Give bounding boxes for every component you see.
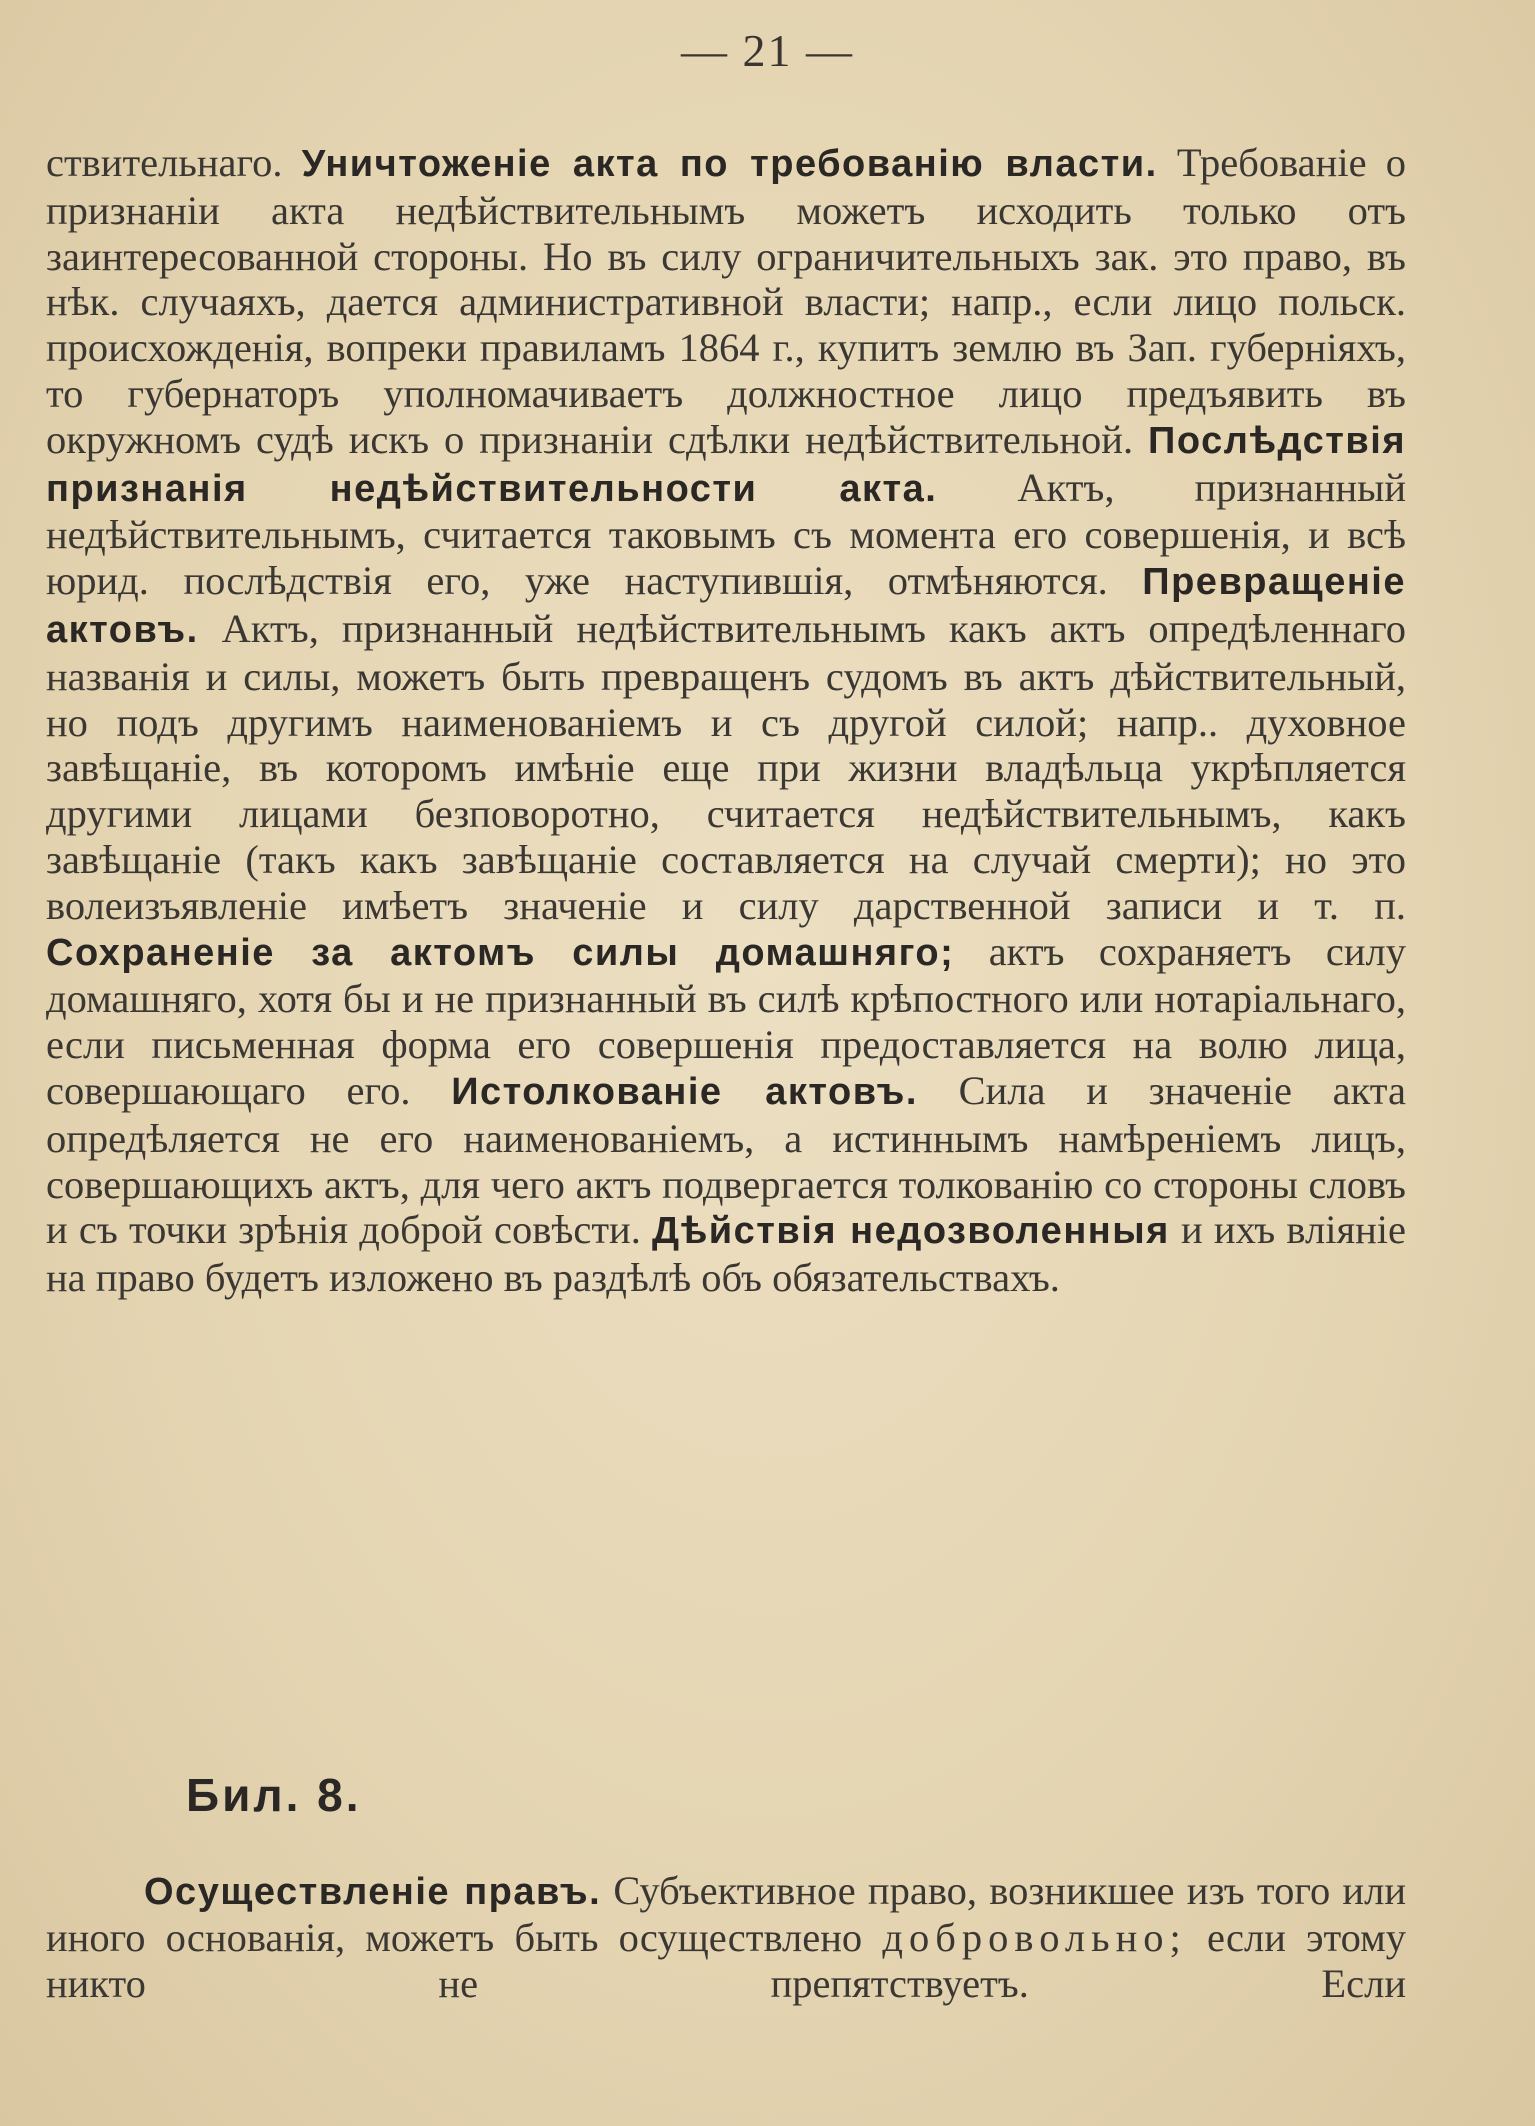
paragraph [46,140,1406,1301]
text-run: актъ сохраняетъ силу домашняго, хотя бы и не признанный въ силѣ крѣпостного или нотаріальнаго, если письменная форма его совершенія предоставляется на волю лица, совершающаго его. [46,928,1407,1113]
text-run: Сила и значеніе акта опредѣляется не его наименованіемъ, а истиннымъ намѣреніемъ лицъ, совершающихъ актъ, для чего актъ подвергается толкованію со стороны словъ и съ точки зрѣнія доброй совѣсти. [46,1067,1406,1253]
body-text [46,140,1406,1301]
section-heading-interpretation-of-acts: Истолкованіе актовъ. [451,1070,918,1113]
text-run: если этому никто не препятствуетъ. Если [46,1915,1406,2006]
text-run: Требованіе о признаніи акта недѣйствительнымъ можетъ исходить только отъ заинтересованной стороны. Но въ силу ограничительныхъ зак. это право, въ нѣк. случаяхъ, дается административной власти; напр., если лицо польск. происхожденія, вопреки правиламъ 1864 г., купитъ землю въ Зап. губерніяхъ, то губернаторъ уполномачиваетъ должностное лицо предъявить въ окружномъ судѣ искъ о признаніи сдѣлки недѣйствительной. [46,140,1406,462]
paragraph [46,1868,1406,2007]
section-heading-preservation-of-force: Сохраненіе за актомъ силы домашняго; [46,931,955,974]
body-text-2 [46,1868,1406,2007]
section-heading-destruction-of-act: Уничтоженіе акта по требованію власти. [301,143,1158,185]
section-heading-prohibited-actions: Дѣйствія недозволенныя [652,1210,1170,1253]
emphasized-word: добровольно; [882,1915,1187,1960]
text-run: Актъ, признанный недѣйствительнымъ, считается таковымъ съ момента его совершенія, и всѣ юрид. послѣдствія его, уже наступившія, отмѣняются. [46,464,1407,604]
text-run: ствительнаго. [46,140,302,185]
ticket-heading: Бил. 8. [186,1769,362,1821]
section-heading-conversion-of-acts: Превращеніе актовъ. [46,561,1406,651]
page-number: — 21 — [681,25,854,76]
text-run: Субъективное право, возникшее изъ того или иного основанія, можетъ быть осуществлено [46,1868,1406,1960]
section-heading-exercise-of-rights: Осуществленіе правъ. [144,1871,602,1913]
text-run: и ихъ вліяніе на право будетъ изложено въ раздѣлѣ объ обязательствахъ. [46,1207,1406,1301]
text-run: Актъ, признанный недѣйствительнымъ какъ актъ опредѣленнаго названія и силы, можетъ быть превращенъ судомъ въ актъ дѣйствительный, но подъ другимъ наименованіемъ и съ другой силой; напр.. духовное завѣщаніе, въ которомъ имѣніе еще при жизни владѣльца укрѣпляется другими лицами безповоротно, считается недѣйствительнымъ, какъ завѣщаніе (такъ какъ завѣщаніе составляется на случай смерти); но это волеизъявленіе имѣетъ значеніе и силу дарственной записи и т. п. [46,605,1406,928]
section-heading-consequences-of-invalidity: Послѣдствія признанія недѣйствительности акта. [46,419,1406,510]
